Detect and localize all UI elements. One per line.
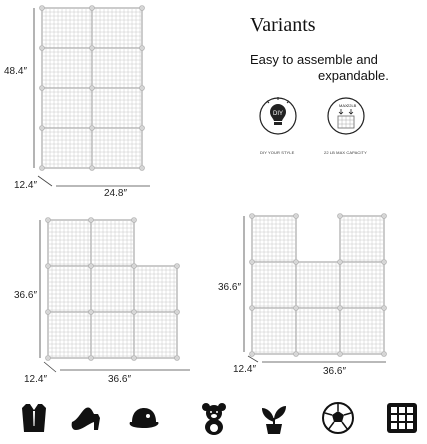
mid-cube [134, 312, 177, 358]
tall-cube [92, 128, 142, 168]
grid-icon [384, 400, 420, 436]
tall-cube [42, 48, 92, 88]
mid-width-label: 36.6″ [108, 374, 132, 385]
mid-cube [91, 220, 134, 266]
mid-cube [134, 266, 177, 312]
variants-title: Variants [250, 14, 316, 36]
high-heel-icon [68, 400, 104, 436]
connector-joint [90, 46, 95, 51]
connector-joint [250, 352, 255, 357]
connector-joint [294, 352, 299, 357]
connector-joint [140, 6, 145, 11]
tall-cube [92, 8, 142, 48]
connector-joint [250, 214, 255, 219]
connector-joint [338, 352, 343, 357]
connector-joint [40, 86, 45, 91]
connector-joint [40, 126, 45, 131]
connector-joint [40, 6, 45, 11]
tall-depth-label: 12.4″ [14, 180, 38, 191]
max-value: 22LB [347, 103, 357, 108]
right-height-label: 36.6″ [218, 282, 242, 293]
connector-joint [132, 218, 137, 223]
diy-text: DIY [272, 111, 284, 117]
connector-joint [140, 126, 145, 131]
connector-joint [338, 214, 343, 219]
tall-cube [92, 48, 142, 88]
connector-joint [132, 264, 137, 269]
tagline-line-2: expandable. [318, 68, 389, 83]
connector-joint [175, 310, 180, 315]
right-cube [296, 308, 340, 354]
connector-joint [40, 46, 45, 51]
right-cube [252, 308, 296, 354]
mid-height-label: 36.6″ [14, 290, 38, 301]
mid-depth-label: 12.4″ [24, 374, 48, 385]
mid-cube [91, 312, 134, 358]
connector-joint [140, 86, 145, 91]
connector-joint [46, 264, 51, 269]
tagline-line-1: Easy to assemble and [250, 52, 378, 67]
connector-joint [250, 306, 255, 311]
cap-icon [126, 400, 162, 436]
capacity-caption: 22 LB MAX CAPACITY [324, 150, 367, 155]
capacity-badge [326, 96, 366, 136]
connector-joint [382, 352, 387, 357]
connector-joint [294, 260, 299, 265]
connector-joint [382, 306, 387, 311]
connector-joint [90, 126, 95, 131]
diy-badge [258, 96, 298, 136]
connector-joint [132, 310, 137, 315]
mid-cube [48, 266, 91, 312]
soccer-ball-icon [320, 400, 356, 436]
connector-joint [89, 356, 94, 361]
tall-width-label: 24.8″ [104, 188, 128, 199]
connector-joint [90, 86, 95, 91]
right-cube [296, 262, 340, 308]
right-cube [340, 216, 384, 262]
connector-joint [294, 214, 299, 219]
connector-joint [40, 166, 45, 171]
connector-joint [140, 166, 145, 171]
right-cube [340, 308, 384, 354]
connector-joint [175, 264, 180, 269]
mid-cube [48, 312, 91, 358]
connector-joint [250, 260, 255, 265]
connector-joint [89, 218, 94, 223]
connector-joint [382, 214, 387, 219]
connector-joint [140, 46, 145, 51]
connector-joint [338, 260, 343, 265]
connector-joint [90, 166, 95, 171]
plant-icon [256, 400, 292, 436]
shirt-icon [16, 400, 52, 436]
max-label: MAX [339, 103, 348, 108]
connector-joint [338, 306, 343, 311]
mid-cube [48, 220, 91, 266]
connector-joint [46, 310, 51, 315]
right-cube [340, 262, 384, 308]
connector-joint [175, 356, 180, 361]
mid-cube [91, 266, 134, 312]
tall-height-label: 48.4″ [4, 66, 28, 77]
tall-cube [92, 88, 142, 128]
connector-joint [90, 6, 95, 11]
teddy-bear-icon [196, 400, 232, 436]
tall-depth-line [38, 176, 52, 186]
right-cube [252, 216, 296, 262]
connector-joint [89, 310, 94, 315]
tall-cube [42, 88, 92, 128]
right-cube [252, 262, 296, 308]
connector-joint [382, 260, 387, 265]
connector-joint [132, 356, 137, 361]
connector-joint [46, 356, 51, 361]
connector-joint [89, 264, 94, 269]
right-width-label: 36.6″ [323, 366, 347, 377]
right-depth-label: 12.4″ [233, 364, 257, 375]
connector-joint [46, 218, 51, 223]
mid-depth-line [44, 362, 56, 372]
tall-cube [42, 8, 92, 48]
connector-joint [294, 306, 299, 311]
diy-caption: DIY YOUR STYLE [260, 150, 295, 155]
right-depth-line [248, 356, 258, 362]
tall-cube [42, 128, 92, 168]
